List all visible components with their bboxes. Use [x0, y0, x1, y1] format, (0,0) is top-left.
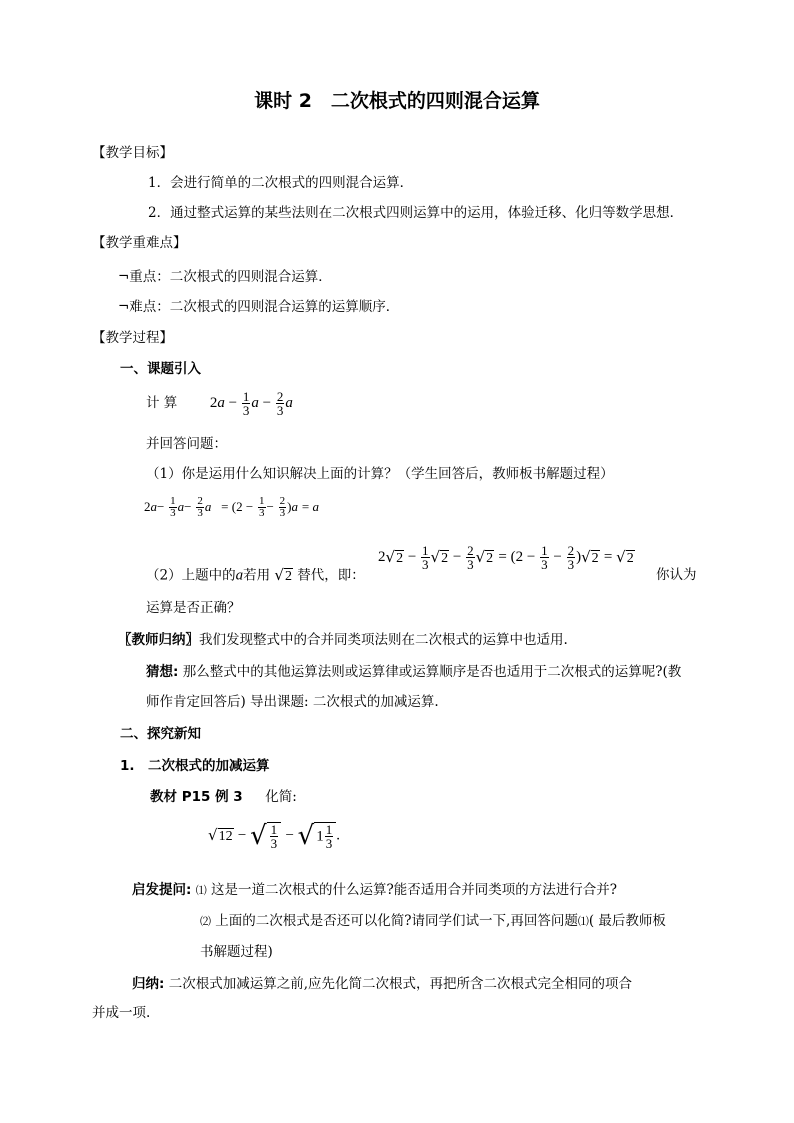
key-difficulty-heading: 【教学重难点】 [92, 235, 187, 251]
key-point: ¬重点：二次根式的四则混合运算． [118, 269, 332, 285]
goal-2: 2．通过整式运算的某些法则在二次根式四则运算中的运用，体验迁移、化归等数学思想． [148, 205, 684, 221]
question-1: （1）你是运用什么知识解决上面的计算？（学生回答后，教师板书解题过程） [146, 466, 614, 482]
conclusion-line-2: 并成一项. [92, 1005, 151, 1021]
hard-point: ¬难点：二次根式的四则混合运算的运算顺序． [118, 299, 400, 315]
example-line: 教材 P15 例 3 化简: [150, 789, 297, 805]
example-expression: √12 − √ $\frac{1}{3}$ − √ 1 $\frac{1}{3}$ . [208, 821, 340, 851]
teacher-summary: 〖教师归纳〗我们发现整式中的合并同类项法则在二次根式的运算中也适用. [118, 632, 568, 648]
goal-1: 1．会进行简单的二次根式的四则混合运算． [148, 175, 414, 191]
explore-heading: 二、探究新知 [120, 726, 201, 742]
compute-label: 计 算 [146, 395, 178, 411]
question-2-tail: 你认为 [656, 567, 697, 583]
guess-line-2: 师作肯定回答后) 导出课题: 二次根式的加减运算. [146, 694, 439, 710]
intro-heading: 一、课题引入 [120, 361, 201, 377]
guess-line-1: 猜想: 那么整式中的其他运算法则或运算律或运算顺序是否也适用于二次根式的运算呢?(教 [146, 664, 682, 680]
question-2-continued: 运算是否正确？ [146, 600, 241, 616]
answer-prompt: 并回答问题： [146, 436, 227, 452]
process-heading: 【教学过程】 [92, 330, 173, 346]
hint-question-1: 启发提问: ⑴ 这是一道二次根式的什么运算?能否适用合并同类项的方法进行合并? [132, 882, 617, 898]
solution-1: 2a− $\frac{1}{3}$ a− $\frac{2}{3}$ a = (2 − $\frac{1}{3}$ − $\frac{2}{3}$ )a = a [144, 495, 319, 519]
goals-heading: 【教学目标】 [92, 145, 173, 161]
explore-subheading-1: 1. 二次根式的加减运算 [120, 758, 270, 774]
hint-question-2-continued: 书解题过程) [200, 944, 273, 960]
compute-expression: 计 算 2a − $\frac{1}{3}$ a − $\frac{2}{3}$ a [146, 389, 293, 418]
sqrt-2: √2 [274, 566, 292, 584]
conclusion-line-1: 归纳: 二次根式加减运算之前,应先化简二次根式，再把所含二次根式完全相同的项合 [132, 976, 632, 992]
hint-question-2: ⑵ 上面的二次根式是否还可以化简?请同学们试一下,再回答问题⑴( 最后教师板 [200, 913, 666, 929]
page-title: 课时 2 二次根式的四则混合运算 [254, 90, 540, 112]
solution-2: 2√2 − $\frac{1}{3}$ √2 − $\frac{2}{3}$ √2 = (2 − $\frac{1}{3}$ − $\frac{2}{3}$ )√2 = √2 [378, 543, 634, 572]
question-2: （2）上题中的a若用 √2 替代，即： [146, 565, 365, 587]
